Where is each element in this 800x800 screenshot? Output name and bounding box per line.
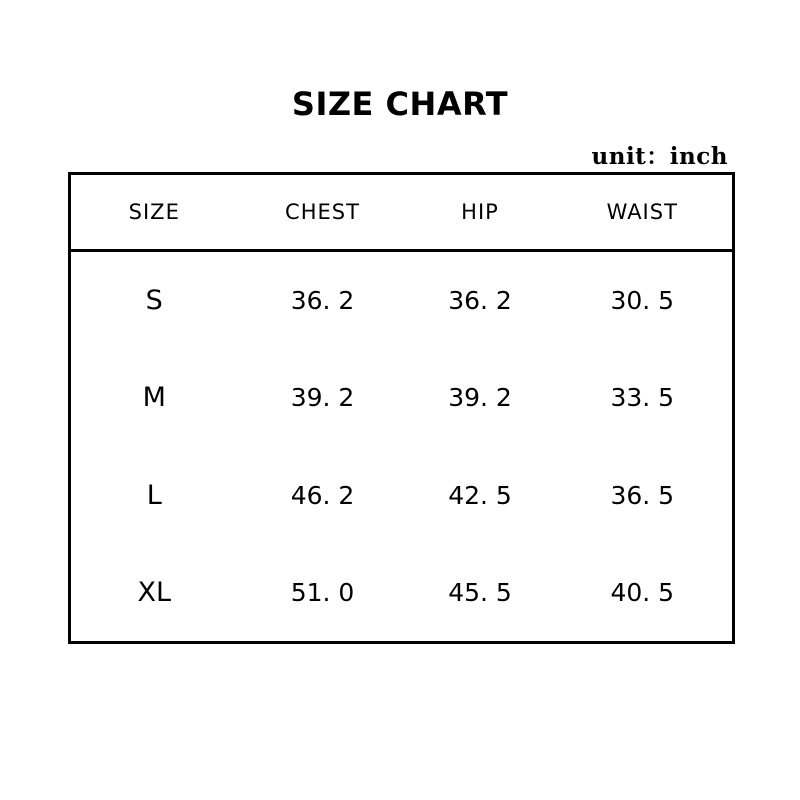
page-title: SIZE CHART (291, 85, 509, 123)
cell-chest: 39. 2 (290, 383, 355, 413)
table-header (70, 174, 734, 251)
cell-size: M (142, 382, 166, 414)
cell-chest: 46. 2 (290, 480, 355, 510)
cell-size: S (145, 285, 163, 317)
cell-waist: 36. 5 (610, 480, 675, 510)
size-table (68, 172, 735, 644)
table-row (70, 446, 734, 543)
table-row (70, 349, 734, 446)
column-header-waist: WAIST (553, 174, 734, 251)
cell-waist: 33. 5 (610, 383, 675, 413)
cell-chest: 36. 2 (290, 286, 355, 316)
cell-size: L (146, 479, 162, 511)
table-header-row (70, 174, 734, 251)
table-row (70, 544, 734, 643)
column-header-chest: CHEST (238, 174, 408, 251)
cell-chest: 51. 0 (290, 577, 355, 607)
cell-hip: 36. 2 (448, 286, 512, 316)
cell-hip: 45. 5 (448, 577, 512, 607)
cell-waist: 30. 5 (610, 286, 675, 316)
column-header-size: SIZE (70, 174, 238, 251)
cell-waist: 40. 5 (610, 577, 675, 607)
cell-hip: 42. 5 (448, 480, 512, 510)
unit-label: unit：inch (591, 143, 728, 170)
table-body (70, 251, 734, 643)
table-row (70, 251, 734, 350)
column-header-hip: HIP (408, 174, 553, 251)
size-table-container (68, 172, 732, 644)
cell-size: XL (137, 576, 172, 608)
cell-hip: 39. 2 (448, 383, 512, 413)
